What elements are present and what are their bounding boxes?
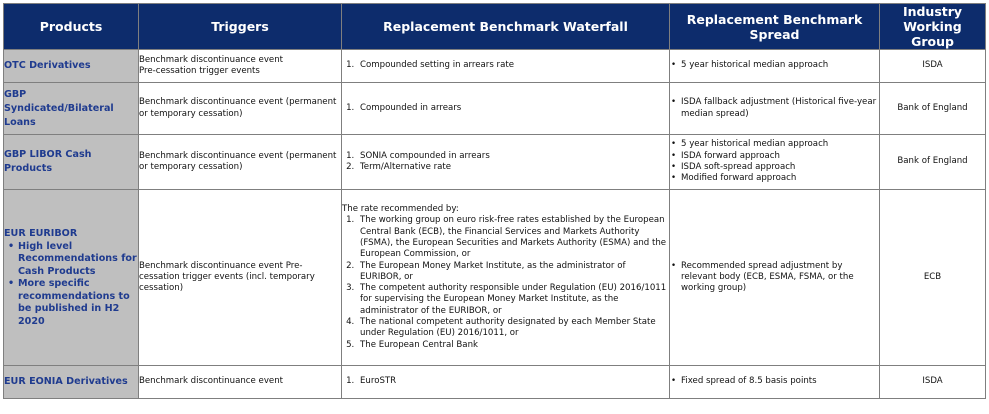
triggers-cell: [139, 83, 342, 135]
product-name: EUR EONIA Derivatives: [4, 376, 128, 387]
waterfall-item: 2. The European Money Market Institute, as the administrator of EURIBOR, or: [357, 261, 669, 284]
spread-item: • ISDA soft-spread approach: [681, 162, 879, 173]
working-group-cell: ISDA: [880, 50, 986, 83]
waterfall-item: 1. The working group on euro risk-free rates established by the European Central Bank (ECB), the Financial Services and Markets Authority (FSMA), the European Securities and Markets Authority (ESMA) and the European Commission, or: [357, 215, 669, 260]
product-sub-item: • More specific recommendations to be published in H2 2020: [18, 278, 138, 328]
waterfall-list: [342, 376, 669, 387]
header-triggers: Triggers: [139, 4, 342, 50]
spread-list: [670, 60, 879, 71]
waterfall-list: [342, 103, 669, 114]
triggers-cell: [139, 135, 342, 190]
waterfall-item: 1. Compounded setting in arrears rate: [357, 60, 669, 71]
waterfall-list: [342, 215, 669, 351]
spread-list: [670, 261, 879, 295]
waterfall-cell: [342, 83, 670, 135]
header-products: Products: [4, 4, 139, 50]
waterfall-cell: [342, 190, 670, 366]
spread-item: • ISDA forward approach: [681, 151, 879, 162]
table-row: [4, 50, 986, 83]
spread-list: [670, 139, 879, 184]
product-cell: [4, 135, 139, 190]
working-group-cell: Bank of England: [880, 83, 986, 135]
waterfall-item: 1. Compounded in arrears: [357, 103, 669, 114]
waterfall-list: [342, 151, 669, 174]
triggers-cell: [139, 190, 342, 366]
trigger-text: Benchmark discontinuance event (permanent or temporary cessation): [139, 150, 337, 172]
working-group-cell: Bank of England: [880, 135, 986, 190]
spread-cell: [670, 190, 880, 366]
working-group-cell: ISDA: [880, 366, 986, 399]
product-name: GBP LIBOR Cash Products: [4, 149, 92, 174]
waterfall-item: 3. The competent authority responsible under Regulation (EU) 2016/1011 for supervising the European Money Market Institute, as the administrator of the EURIBOR, or: [357, 283, 669, 317]
waterfall-list: [342, 60, 669, 71]
header-waterfall: Replacement Benchmark Waterfall: [342, 4, 670, 50]
trigger-text: Benchmark discontinuance event: [139, 54, 284, 65]
spread-item: • Recommended spread adjustment by relevant body (ECB, ESMA, FSMA, or the working group): [681, 261, 879, 295]
trigger-text: Benchmark discontinuance event Pre-cessation trigger events (incl. temporary cessation): [139, 260, 315, 294]
spread-item: • ISDA fallback adjustment (Historical five-year median spread): [681, 97, 879, 120]
waterfall-intro: The rate recommended by:: [342, 204, 459, 215]
product-name: GBP Syndicated/Bilateral Loans: [4, 88, 114, 128]
product-sub-list: [4, 241, 138, 329]
product-cell: [4, 366, 139, 399]
spread-cell: [670, 366, 880, 399]
table-row: [4, 83, 986, 135]
trigger-text: Benchmark discontinuance event (permanent or temporary cessation): [139, 97, 337, 119]
waterfall-cell: [342, 50, 670, 83]
table-row: [4, 135, 986, 190]
header-row: [4, 4, 986, 50]
spread-item: • Modified forward approach: [681, 173, 879, 184]
trigger-text: Benchmark discontinuance event: [139, 376, 284, 387]
product-cell: [4, 190, 139, 366]
header-spread: Replacement Benchmark Spread: [670, 4, 880, 50]
waterfall-item: 2. Term/Alternative rate: [357, 162, 669, 173]
product-sub-item: • High level Recommendations for Cash Products: [18, 241, 138, 279]
product-cell: [4, 83, 139, 135]
product-name: EUR EURIBOR: [4, 227, 78, 239]
benchmark-table: [3, 3, 986, 399]
table-row: [4, 190, 986, 366]
waterfall-cell: [342, 135, 670, 190]
triggers-cell: [139, 366, 342, 399]
spread-cell: [670, 135, 880, 190]
waterfall-item: 4. The national competent authority designated by each Member State under Regulation (EU) 2016/1011, or: [357, 317, 669, 340]
triggers-cell: [139, 50, 342, 83]
header-working-group: Industry Working Group: [880, 4, 986, 50]
spread-item: • 5 year historical median approach: [681, 139, 879, 150]
waterfall-item: 5. The European Central Bank: [357, 340, 669, 351]
spread-item: • Fixed spread of 8.5 basis points: [681, 376, 879, 387]
working-group-cell: ECB: [880, 190, 986, 366]
trigger-text: Pre-cessation trigger events: [139, 66, 260, 76]
spread-list: [670, 376, 879, 387]
table-row: [4, 366, 986, 399]
waterfall-item: 1. EuroSTR: [357, 376, 669, 387]
spread-item: • 5 year historical median approach: [681, 60, 879, 71]
product-cell: [4, 50, 139, 83]
spread-cell: [670, 83, 880, 135]
waterfall-item: 1. SONIA compounded in arrears: [357, 151, 669, 162]
product-name: OTC Derivatives: [4, 60, 91, 71]
spread-cell: [670, 50, 880, 83]
waterfall-cell: [342, 366, 670, 399]
spread-list: [670, 97, 879, 120]
